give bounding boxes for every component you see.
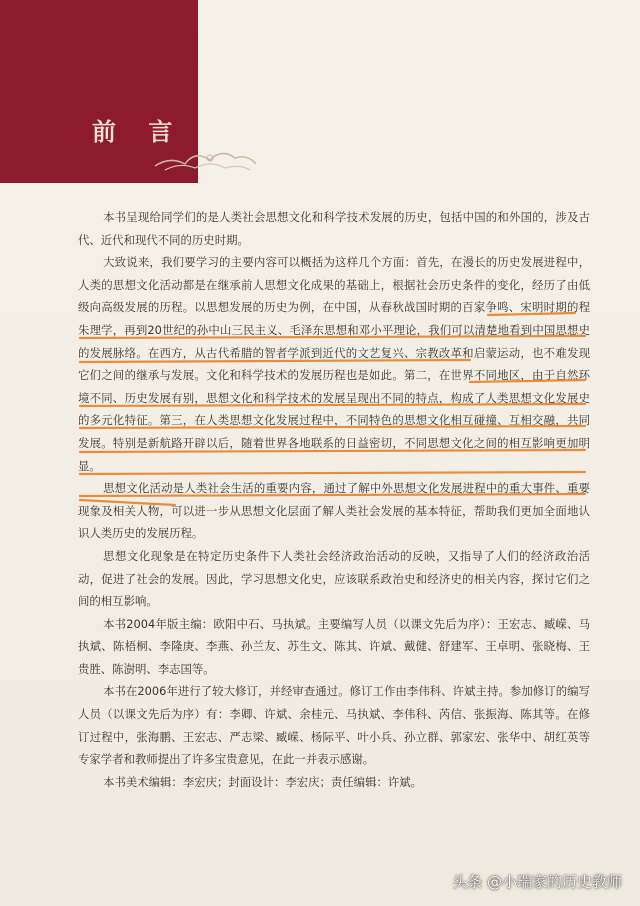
paragraph-5: 本书2004年版主编：欧阳中石、马执斌。主要编写人员（以课文先后为序）：王宏志、臧嵘、马执斌、陈梧桐、李隆庚、李燕、孙兰友、苏生文、陈其、许斌、戴健、舒建军、王卓明、张晓梅、王贵胜、陈澍明、李志国等。 xyxy=(78,616,590,676)
paragraph-1: 本书呈现给同学们的是人类社会思想文化和科学技术发展的历史，包括中国的和外国的，涉及古代、近代和现代不同的历史时期。 xyxy=(78,210,590,247)
paragraph-3: 思想文化活动是人类社会生活的重要内容，通过了解中外思想文化发展进程中的重大事件、重要现象及相关人物，可以进一步从思想文化层面了解人类社会发展的基本特征，帮助我们更加全面地认识人类历史的发展历程。 xyxy=(78,481,590,541)
cloud-ornament-icon xyxy=(150,138,260,178)
paragraph-7: 本书美术编辑：李宏庆；封面设计：李宏庆；责任编辑：许斌。 xyxy=(103,774,423,789)
preface-body xyxy=(78,206,590,793)
page-title: 前 言 xyxy=(92,117,185,146)
paragraph-4: 思想文化现象是在特定历史条件下人类社会经济政治活动的反映，又指导了人们的经济政治活动，促进了社会的发展。因此，学习思想文化史，应该联系政治史和经济史的相关内容，探讨它们之间的相互影响。 xyxy=(78,548,590,609)
watermark-text: 头条 @小瑞家的历史教师 xyxy=(452,873,622,891)
paragraph-6: 本书在2006年进行了较大修订，并经审查通过。修订工作由李伟科、许斌主持。参加修订的编写人员（以课文先后为序）有：李卿、许斌、余桂元、马执斌、李伟科、芮信、张振海、陈其等。在修订过程中，张海鹏、王宏志、严志梁、臧嵘、杨际平、叶小兵、孙立群、郭家宏、张华中、胡红英等专家学者和教师提出了许多宝贵意见，在此一并表示感谢。 xyxy=(78,684,590,767)
paragraph-2: 大致说来，我们要学习的主要内容可以概括为这样几个方面：首先，在漫长的历史发展进程中，人类的思想文化活动都是在继承前人思想文化成果的基础上，根据社会历史条件的变化，经历了由低级向高级发展的历程。以思想发展的历史为例，在中国，从春秋战国时期的百家争鸣、宋明时期的程朱理学，再到20世纪的孙中山三民主义、毛泽东思想和邓小平理论，我们可以清楚地看到中国思想史的发展脉络。在西方，从古代希腊的智者学派到近代的文艺复兴、宗教改革和启蒙运动，也不难发现它们之间的继承与发展。文化和科学技术的发展历程也是如此。第二，在世界不同地区，由于自然环境不同、历史发展有别，思想文化和科学技术的发展呈现出不同的特点，构成了人类思想文化发展史的多元化特征。第三，在人类思想文化发展过程中，不同特色的思想文化相互碰撞、互相交融，共同发展。特别是新航路开辟以后，随着世界各地联系的日益密切，不同思想文化之间的相互影响更加明显。 xyxy=(78,255,590,473)
